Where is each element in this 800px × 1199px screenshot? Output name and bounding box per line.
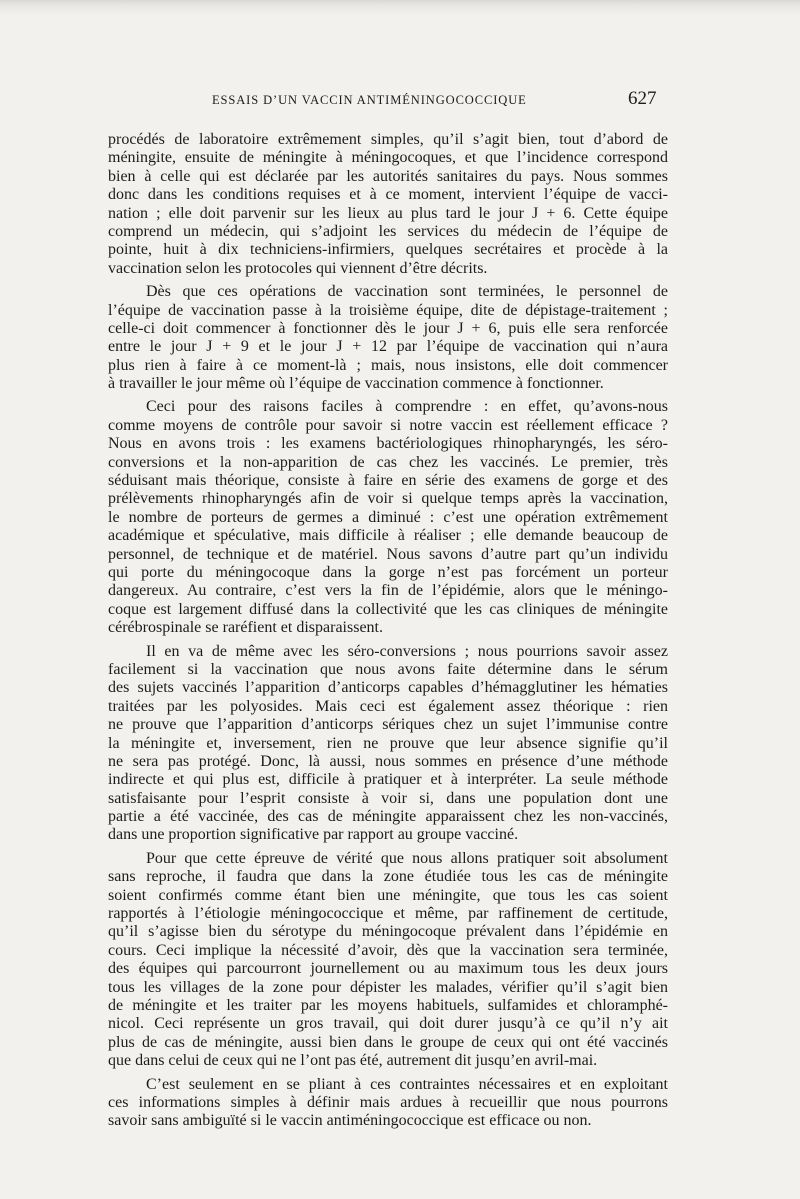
text-line: que dans celui de ceux qui ne l’ont pas été, autrement dit jusqu’en avril-mai. <box>108 1052 598 1070</box>
text-line: sans reproche, il faudra que dans la zone étudiée tous les cas de méningite <box>108 868 668 886</box>
text-line: le nombre de porteurs de germes a diminué : c’est une opération extrêmement <box>108 508 668 526</box>
body-text <box>108 131 668 1131</box>
text-line: personnel, de technique et de matériel. Nous savons d’autre part qu’un individu <box>108 545 668 563</box>
text-line: comprend un médecin, qui s’adjoint les services du médecin de l’équipe de <box>108 222 668 240</box>
text-line: méningite, ensuite de méningite à méningocoques, et que l’incidence correspond <box>108 149 668 167</box>
text-line: cours. Ceci implique la nécessité d’avoir, dès que la vaccination sera terminée, <box>108 941 668 959</box>
text-line: traitées par les polyosides. Mais ceci est également assez théorique : rien <box>108 697 668 715</box>
paragraph <box>108 643 668 845</box>
text-line: de méningite et les traiter par les moyens habituels, sulfamides et chloramphé- <box>108 996 668 1014</box>
text-line: séduisant mais théorique, consiste à faire en série des examens de gorge et des <box>108 472 668 490</box>
text-line: qu’il s’agisse bien du sérotype du méningocoque prévalent dans l’épidémie en <box>108 923 668 941</box>
text-line: Pour que cette épreuve de vérité que nous allons pratiquer soit absolument <box>146 849 668 867</box>
paragraph <box>108 131 668 278</box>
paragraph <box>108 398 668 637</box>
text-line: rapportés à l’étiologie méningococcique et même, par raffinement de certitude, <box>108 905 668 923</box>
text-line: à travailler le jour même où l’équipe de vaccination commence à fonctionner. <box>108 375 604 393</box>
text-line: Il en va de même avec les séro-conversions ; nous pourrions savoir assez <box>146 642 668 660</box>
text-line: satisfaisante pour l’esprit consiste à voir si, dans une population dont une <box>108 789 668 807</box>
text-line: plus rien à faire à ce moment-là ; mais, nous insistons, elle doit commencer <box>108 356 668 374</box>
text-line: ne prouve que l’apparition d’anticorps sériques chez un sujet l’immunise contre <box>108 716 668 734</box>
text-line: entre le jour J + 9 et le jour J + 12 par l’équipe de vaccination qui n’aura <box>108 338 668 356</box>
text-line: dangereux. Au contraire, c’est vers la fin de l’épidémie, alors que le méningo- <box>108 582 668 600</box>
text-line: nation ; elle doit parvenir sur les lieux au plus tard le jour J + 6. Cette équipe <box>108 204 668 222</box>
text-line: académique et spéculative, mais difficile à réaliser ; elle demande beaucoup de <box>108 527 668 545</box>
text-line: ces informations simples à définir mais ardues à recueillir que nous pourrons <box>108 1093 668 1111</box>
text-line: C’est seulement en se pliant à ces contraintes nécessaires et en exploitant <box>146 1075 668 1093</box>
text-line: cérébrospinale se raréfient et disparaissent. <box>108 619 383 637</box>
text-line: vaccination selon les protocoles qui viennent d’être décrits. <box>108 259 488 277</box>
text-line: procédés de laboratoire extrêmement simples, qu’il s’agit bien, tout d’abord de <box>108 131 668 148</box>
text-line: qui porte du méningocoque dans la gorge n’est pas forcément un porteur <box>108 563 668 581</box>
text-line: pointe, huit à dix techniciens-infirmiers, quelques secrétaires et procède à la <box>108 241 668 259</box>
text-line: nicol. Ceci représente un gros travail, qui doit durer jusqu’à ce qu’il n’y ait <box>108 1015 668 1033</box>
text-line: savoir sans ambiguïté si le vaccin antiméningococcique est efficace ou non. <box>108 1112 592 1130</box>
text-line: des équipes qui parcourront journellement ou au maximum tous les deux jours <box>108 960 668 978</box>
text-line: coque est largement diffusé dans la collectivité que les cas cliniques de méningite <box>108 600 668 618</box>
text-line: plus de cas de méningite, aussi bien dans le groupe de ceux qui ont été vaccinés <box>108 1033 668 1051</box>
text-line: Ceci pour des raisons faciles à comprendre : en effet, qu’avons-nous <box>146 398 668 416</box>
text-line: ne sera pas protégé. Donc, là aussi, nous sommes en présence d’une méthode <box>108 752 668 770</box>
paragraph <box>108 850 668 1071</box>
paragraph <box>108 1076 668 1131</box>
text-line: prélèvements rhinopharyngés afin de voir si quelque temps après la vaccination, <box>108 490 668 508</box>
text-line: indirecte et qui plus est, difficile à pratiquer et à interpréter. La seule méthode <box>108 771 668 789</box>
text-line: bien à celle qui est déclarée par les autorités sanitaires du pays. Nous sommes <box>108 167 668 185</box>
text-line: dans une proportion significative par rapport au groupe vacciné. <box>108 826 519 844</box>
text-line: la méningite et, inversement, rien ne prouve que leur absence signifie qu’il <box>108 734 668 752</box>
text-line: Nous en avons trois : les examens bactériologiques rhinopharyngés, les séro- <box>108 435 668 453</box>
text-line: tous les villages de la zone pour dépister les malades, vérifier qu’il s’agit bien <box>108 978 668 996</box>
text-line: Dès que ces opérations de vaccination sont terminées, le personnel de <box>146 283 668 301</box>
text-line: des sujets vaccinés l’apparition d’anticorps capables d’hémagglutiner les hématies <box>108 679 668 697</box>
page-number: 627 <box>628 88 657 109</box>
text-line: facilement si la vaccination que nous avons faite détermine dans le sérum <box>108 660 668 678</box>
paragraph <box>108 283 668 393</box>
running-head: ESSAIS D’UN VACCIN ANTIMÉNINGOCOCCIQUE <box>212 93 527 107</box>
text-line: soient confirmés comme étant bien une méningite, que tous les cas soient <box>108 886 668 904</box>
text-line: conversions et la non-apparition de cas chez les vaccinés. Le premier, très <box>108 453 668 471</box>
text-line: partie a été vaccinée, des cas de méningite apparaissent chez les non-vaccinés, <box>108 808 668 826</box>
text-line: celle-ci doit commencer à fonctionner dès le jour J + 6, puis elle sera renforcée <box>108 319 668 337</box>
text-line: comme moyens de contrôle pour savoir si notre vaccin est réellement efficace ? <box>108 416 668 434</box>
text-line: l’équipe de vaccination passe à la troisième équipe, dite de dépistage-traitement ; <box>108 301 668 319</box>
text-line: donc dans les conditions requises et à ce moment, intervient l’équipe de vacci- <box>108 186 668 204</box>
